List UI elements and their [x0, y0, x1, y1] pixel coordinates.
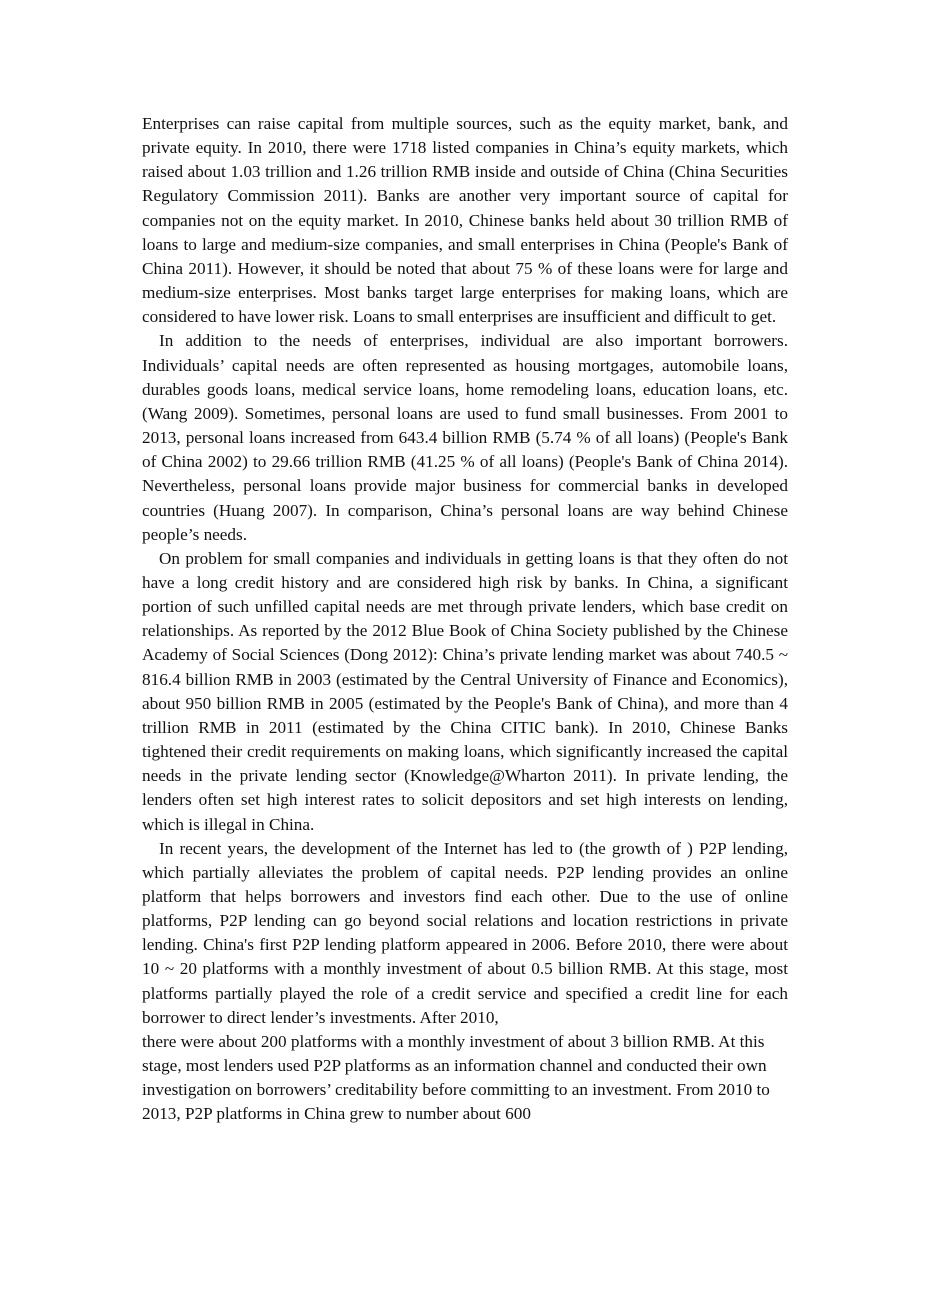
paragraph-p2p-lending: In recent years, the development of the Internet has led to (the growth of ) P2P lending, which partially alleviates the problem of capital needs. P2P lending provides an online platform that helps borrowers and investors find each other. Due to the use of online platforms, P2P lending can go beyond social relations and location restrictions in private lending. China's first P2P lending platform appeared in 2006. Before 2010, there were about 10 ~ 20 platforms with a monthly investment of about 0.5 billion RMB. At this stage, most platforms partially played the role of a credit service and specified a credit line for each borrower to direct lender’s investments. After 2010,	[142, 838, 788, 1027]
paragraph-p2p-growth: there were about 200 platforms with a monthly investment of about 3 billion RMB. At this stage, most lenders used P2P platforms as an information channel and conducted their own investigation on borrowers’ creditability before committing to an investment. From 2010 to 2013, P2P platforms in China grew to number about 600	[142, 1031, 770, 1124]
paragraph-private-lending: On problem for small companies and individuals in getting loans is that they often do not have a long credit history and are considered high risk by banks. In China, a significant portion of such unfilled capital needs are met through private lenders, which base credit on relationships. As reported by the 2012 Blue Book of China Society published by the Chinese Academy of Social Sciences (Dong 2012): China’s private lending market was about 740.5 ~ 816.4 billion RMB in 2003 (estimated by the Central University of Finance and Economics), about 950 billion RMB in 2005 (estimated by the People's Bank of China), and more than 4 trillion RMB in 2011 (estimated by the China CITIC bank). In 2010, Chinese Banks tightened their credit requirements on making loans, which significantly increased the capital needs in the private lending sector (Knowledge@Wharton 2011). In private lending, the lenders often set high interest rates to solicit depositors and set high interests on lending, which is illegal in China.	[142, 548, 788, 834]
paragraph-enterprise-capital: Enterprises can raise capital from multiple sources, such as the equity market, bank, and private equity. In 2010, there were 1718 listed companies in China’s equity markets, which raised about 1.03 trillion and 1.26 trillion RMB inside and outside of China (China Securities Regulatory Commission 2011). Banks are another very important source of capital for companies not on the equity market. In 2010, Chinese banks held about 30 trillion RMB of loans to large and medium-size companies, and small enterprises in China (People's Bank of China 2011). However, it should be noted that about 75 % of these loans were for large and medium-size enterprises. Most banks target large enterprises for making loans, which are considered to have lower risk. Loans to small enterprises are insufficient and difficult to get.	[142, 114, 788, 327]
paragraph-individual-borrowers: In addition to the needs of enterprises, individual are also important borrowers. Individuals’ capital needs are often represented as housing mortgages, automobile loans, durables goods loans, medical service loans, home remodeling loans, education loans, etc. (Wang 2009). Sometimes, personal loans are used to fund small businesses. From 2001 to 2013, personal loans increased from 643.4 billion RMB (5.74 % of all loans) (People's Bank of China 2002) to 29.66 trillion RMB (41.25 % of all loans) (People's Bank of China 2014). Nevertheless, personal loans provide major business for commercial banks in developed countries (Huang 2007). In comparison, China’s personal loans are way behind Chinese people’s needs.	[142, 331, 788, 544]
document-page	[142, 112, 788, 1127]
